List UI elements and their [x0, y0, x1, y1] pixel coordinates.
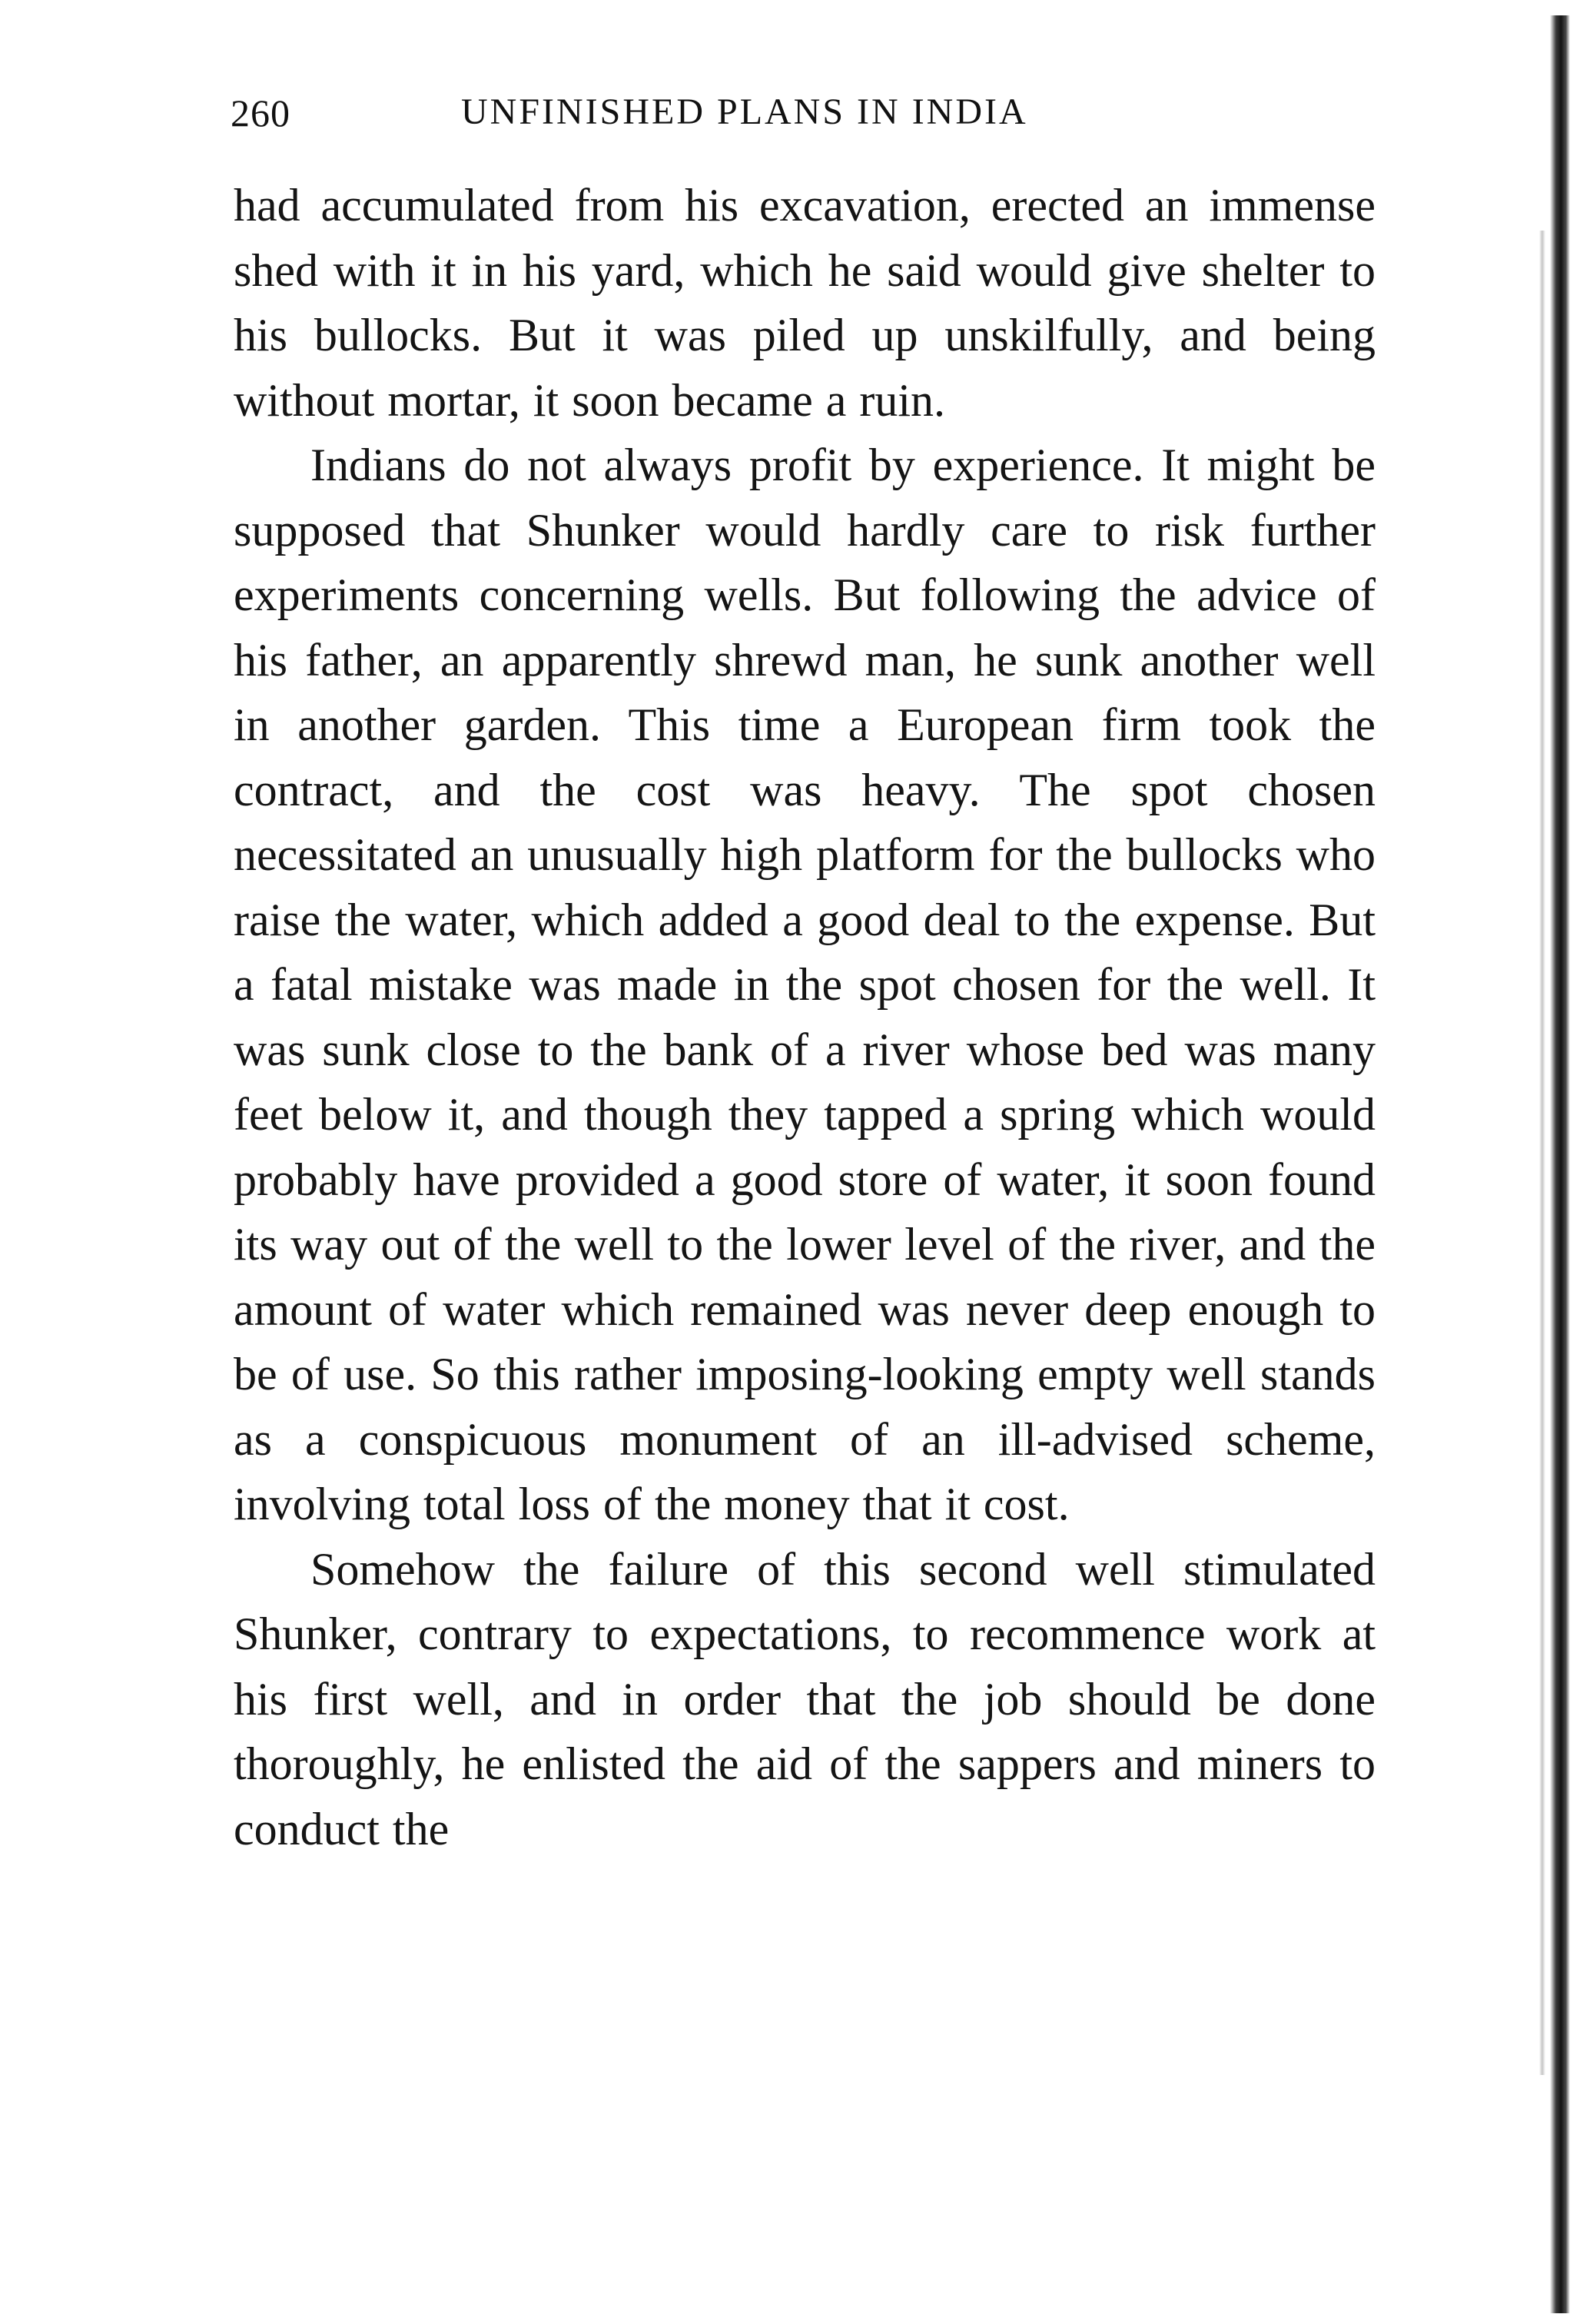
page-binding-edge [1550, 15, 1570, 2313]
running-head: UNFINISHED PLANS IN INDIA [461, 91, 1028, 132]
paragraph-continued: had accumulated from his excavation, erected an immense shed with it in his yard, which he said would give shelter to his bullocks. But it was piled up unskilfully, and being without mortar, it soon became a ruin. [234, 180, 1376, 426]
body-text [234, 173, 1376, 1861]
page-number: 260 [231, 91, 290, 134]
page-header [231, 91, 1437, 152]
paragraph: Somehow the failure of this second well stimulated Shunker, contrary to expectations, to recommence work at his first well, and in order that the job should be done thoroughly, he enlisted the aid of the sappers and miners to conduct the [234, 1543, 1376, 1854]
binding-shadow [1539, 231, 1545, 2075]
paragraph: Indians do not always profit by experience. It might be supposed that Shunker would hardly care to risk further experiments concerning wells. But following the advice of his father, an apparently shrewd man, he sunk another well in another garden. This time a European firm took the contract, and the cost was heavy. The spot chosen necessitated an unusually high platform for the bullocks who raise the water, which added a good deal to the expense. But a fatal mistake was made in the spot chosen for the well. It was sunk close to the bank of a river whose bed was many feet below it, and though they tapped a spring which would probably have provided a good store of water, it soon found its way out of the well to the lower level of the river, and the amount of water which remained was never deep enough to be of use. So this rather imposing-looking empty well stands as a conspicuous monument of an ill-advised scheme, involving total loss of the money that it cost. [234, 440, 1376, 1529]
